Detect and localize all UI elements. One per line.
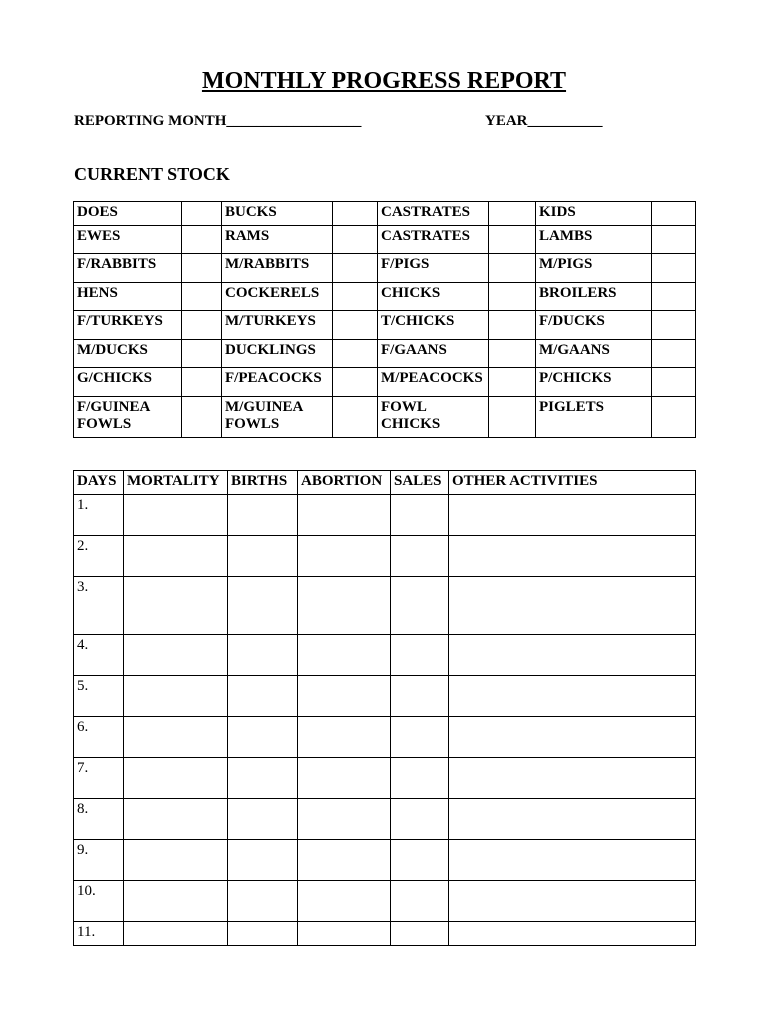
stock-count-cell[interactable] [333,397,378,438]
entry-cell[interactable] [298,635,391,676]
entry-cell[interactable] [391,758,449,799]
stock-label: EWES [74,226,182,254]
stock-label: KIDS [536,202,652,226]
stock-label: F/RABBITS [74,254,182,283]
day-row [74,495,696,536]
entry-cell[interactable] [298,536,391,577]
stock-count-cell[interactable] [333,368,378,397]
entry-cell[interactable] [449,717,696,758]
entry-cell[interactable] [449,495,696,536]
entry-cell[interactable] [391,635,449,676]
stock-count-cell[interactable] [489,368,536,397]
entry-cell[interactable] [391,676,449,717]
stock-row [74,340,696,368]
day-row [74,577,696,635]
stock-count-cell[interactable] [489,226,536,254]
stock-label: F/GAANS [378,340,489,368]
entry-cell[interactable] [124,635,228,676]
entry-cell[interactable] [391,495,449,536]
reporting-month-field[interactable]: REPORTING MONTH__________________ [74,113,362,129]
stock-row [74,397,696,438]
stock-label: F/PEACOCKS [222,368,333,397]
day-row [74,881,696,922]
stock-label: T/CHICKS [378,311,489,340]
stock-count-cell[interactable] [333,226,378,254]
column-header: SALES [391,471,449,495]
entry-cell[interactable] [391,717,449,758]
entry-cell[interactable] [298,577,391,635]
stock-count-cell[interactable] [182,397,222,438]
day-row [74,717,696,758]
stock-count-cell[interactable] [333,254,378,283]
stock-label: FOWL CHICKS [378,397,489,438]
year-field[interactable]: YEAR__________ [485,113,603,129]
stock-label: CASTRATES [378,226,489,254]
stock-count-cell[interactable] [182,283,222,311]
stock-count-cell[interactable] [489,202,536,226]
stock-label: LAMBS [536,226,652,254]
day-number: 5. [74,676,124,717]
stock-label: DOES [74,202,182,226]
stock-count-cell[interactable] [182,340,222,368]
stock-label: F/TURKEYS [74,311,182,340]
stock-row [74,226,696,254]
stock-label: F/DUCKS [536,311,652,340]
stock-label: G/CHICKS [74,368,182,397]
stock-row [74,368,696,397]
stock-count-cell[interactable] [652,368,696,397]
entry-cell[interactable] [228,717,298,758]
stock-label: M/DUCKS [74,340,182,368]
stock-count-cell[interactable] [489,340,536,368]
day-row [74,635,696,676]
stock-count-cell[interactable] [333,311,378,340]
entry-cell[interactable] [124,881,228,922]
day-number: 6. [74,717,124,758]
day-row [74,840,696,881]
entry-cell[interactable] [124,799,228,840]
stock-count-cell[interactable] [182,311,222,340]
entry-cell[interactable] [228,635,298,676]
day-row [74,676,696,717]
stock-row [74,283,696,311]
entry-cell[interactable] [298,799,391,840]
entry-cell[interactable] [391,536,449,577]
stock-count-cell[interactable] [182,368,222,397]
entry-cell[interactable] [449,635,696,676]
entry-cell[interactable] [124,840,228,881]
entry-cell[interactable] [228,676,298,717]
entry-cell[interactable] [391,577,449,635]
stock-count-cell[interactable] [652,226,696,254]
stock-count-cell[interactable] [182,226,222,254]
stock-label: M/PIGS [536,254,652,283]
entry-cell[interactable] [298,758,391,799]
day-number: 11. [74,922,124,946]
entry-cell[interactable] [298,676,391,717]
column-header: MORTALITY [124,471,228,495]
stock-row [74,311,696,340]
stock-label: M/PEACOCKS [378,368,489,397]
stock-label: M/TURKEYS [222,311,333,340]
entry-cell[interactable] [391,799,449,840]
entry-cell[interactable] [391,922,449,946]
entry-cell[interactable] [228,881,298,922]
entry-cell[interactable] [449,881,696,922]
stock-label: F/PIGS [378,254,489,283]
entry-cell[interactable] [449,922,696,946]
entry-cell[interactable] [449,676,696,717]
entry-cell[interactable] [228,758,298,799]
stock-count-cell[interactable] [652,202,696,226]
entry-cell[interactable] [391,881,449,922]
day-number: 2. [74,536,124,577]
current-stock-heading: CURRENT STOCK [74,164,230,184]
entry-cell[interactable] [228,495,298,536]
entry-cell[interactable] [124,536,228,577]
entry-cell[interactable] [228,536,298,577]
stock-count-cell[interactable] [182,254,222,283]
stock-label: PIGLETS [536,397,652,438]
entry-cell[interactable] [228,840,298,881]
stock-count-cell[interactable] [652,254,696,283]
entry-cell[interactable] [124,577,228,635]
day-row [74,922,696,946]
stock-count-cell[interactable] [652,340,696,368]
entry-cell[interactable] [124,758,228,799]
stock-label: CASTRATES [378,202,489,226]
stock-label: M/GUINEA FOWLS [222,397,333,438]
entry-cell[interactable] [124,676,228,717]
stock-label: P/CHICKS [536,368,652,397]
stock-count-cell[interactable] [333,202,378,226]
stock-label: COCKERELS [222,283,333,311]
stock-row [74,254,696,283]
entry-cell[interactable] [449,536,696,577]
entry-cell[interactable] [449,799,696,840]
stock-count-cell[interactable] [489,283,536,311]
column-header: BIRTHS [228,471,298,495]
entry-cell[interactable] [228,577,298,635]
stock-count-cell[interactable] [652,397,696,438]
current-stock-table [73,201,696,438]
stock-label: F/GUINEA FOWLS [74,397,182,438]
stock-count-cell[interactable] [489,397,536,438]
entry-cell[interactable] [298,840,391,881]
column-header: OTHER ACTIVITIES [449,471,696,495]
day-number: 7. [74,758,124,799]
stock-count-cell[interactable] [489,254,536,283]
stock-label: DUCKLINGS [222,340,333,368]
stock-label: BUCKS [222,202,333,226]
stock-label: M/GAANS [536,340,652,368]
stock-label: CHICKS [378,283,489,311]
stock-count-cell[interactable] [652,283,696,311]
day-number: 9. [74,840,124,881]
entry-cell[interactable] [124,495,228,536]
stock-count-cell[interactable] [652,311,696,340]
entry-cell[interactable] [449,577,696,635]
day-number: 4. [74,635,124,676]
entry-cell[interactable] [124,922,228,946]
day-number: 8. [74,799,124,840]
stock-count-cell[interactable] [333,340,378,368]
stock-count-cell[interactable] [182,202,222,226]
stock-count-cell[interactable] [489,311,536,340]
stock-count-cell[interactable] [333,283,378,311]
entry-cell[interactable] [124,717,228,758]
entry-cell[interactable] [298,881,391,922]
entry-cell[interactable] [298,495,391,536]
day-row [74,799,696,840]
entry-cell[interactable] [391,840,449,881]
day-row [74,758,696,799]
day-number: 1. [74,495,124,536]
entry-cell[interactable] [228,922,298,946]
day-number: 3. [74,577,124,635]
stock-label: M/RABBITS [222,254,333,283]
stock-label: RAMS [222,226,333,254]
day-row [74,536,696,577]
stock-row [74,202,696,226]
stock-label: HENS [74,283,182,311]
day-number: 10. [74,881,124,922]
activity-table [73,470,696,946]
entry-cell[interactable] [228,799,298,840]
entry-cell[interactable] [449,840,696,881]
entry-cell[interactable] [298,922,391,946]
stock-label: BROILERS [536,283,652,311]
entry-cell[interactable] [298,717,391,758]
column-header: ABORTION [298,471,391,495]
entry-cell[interactable] [449,758,696,799]
page-title: MONTHLY PROGRESS REPORT [201,68,567,94]
column-header: DAYS [74,471,124,495]
